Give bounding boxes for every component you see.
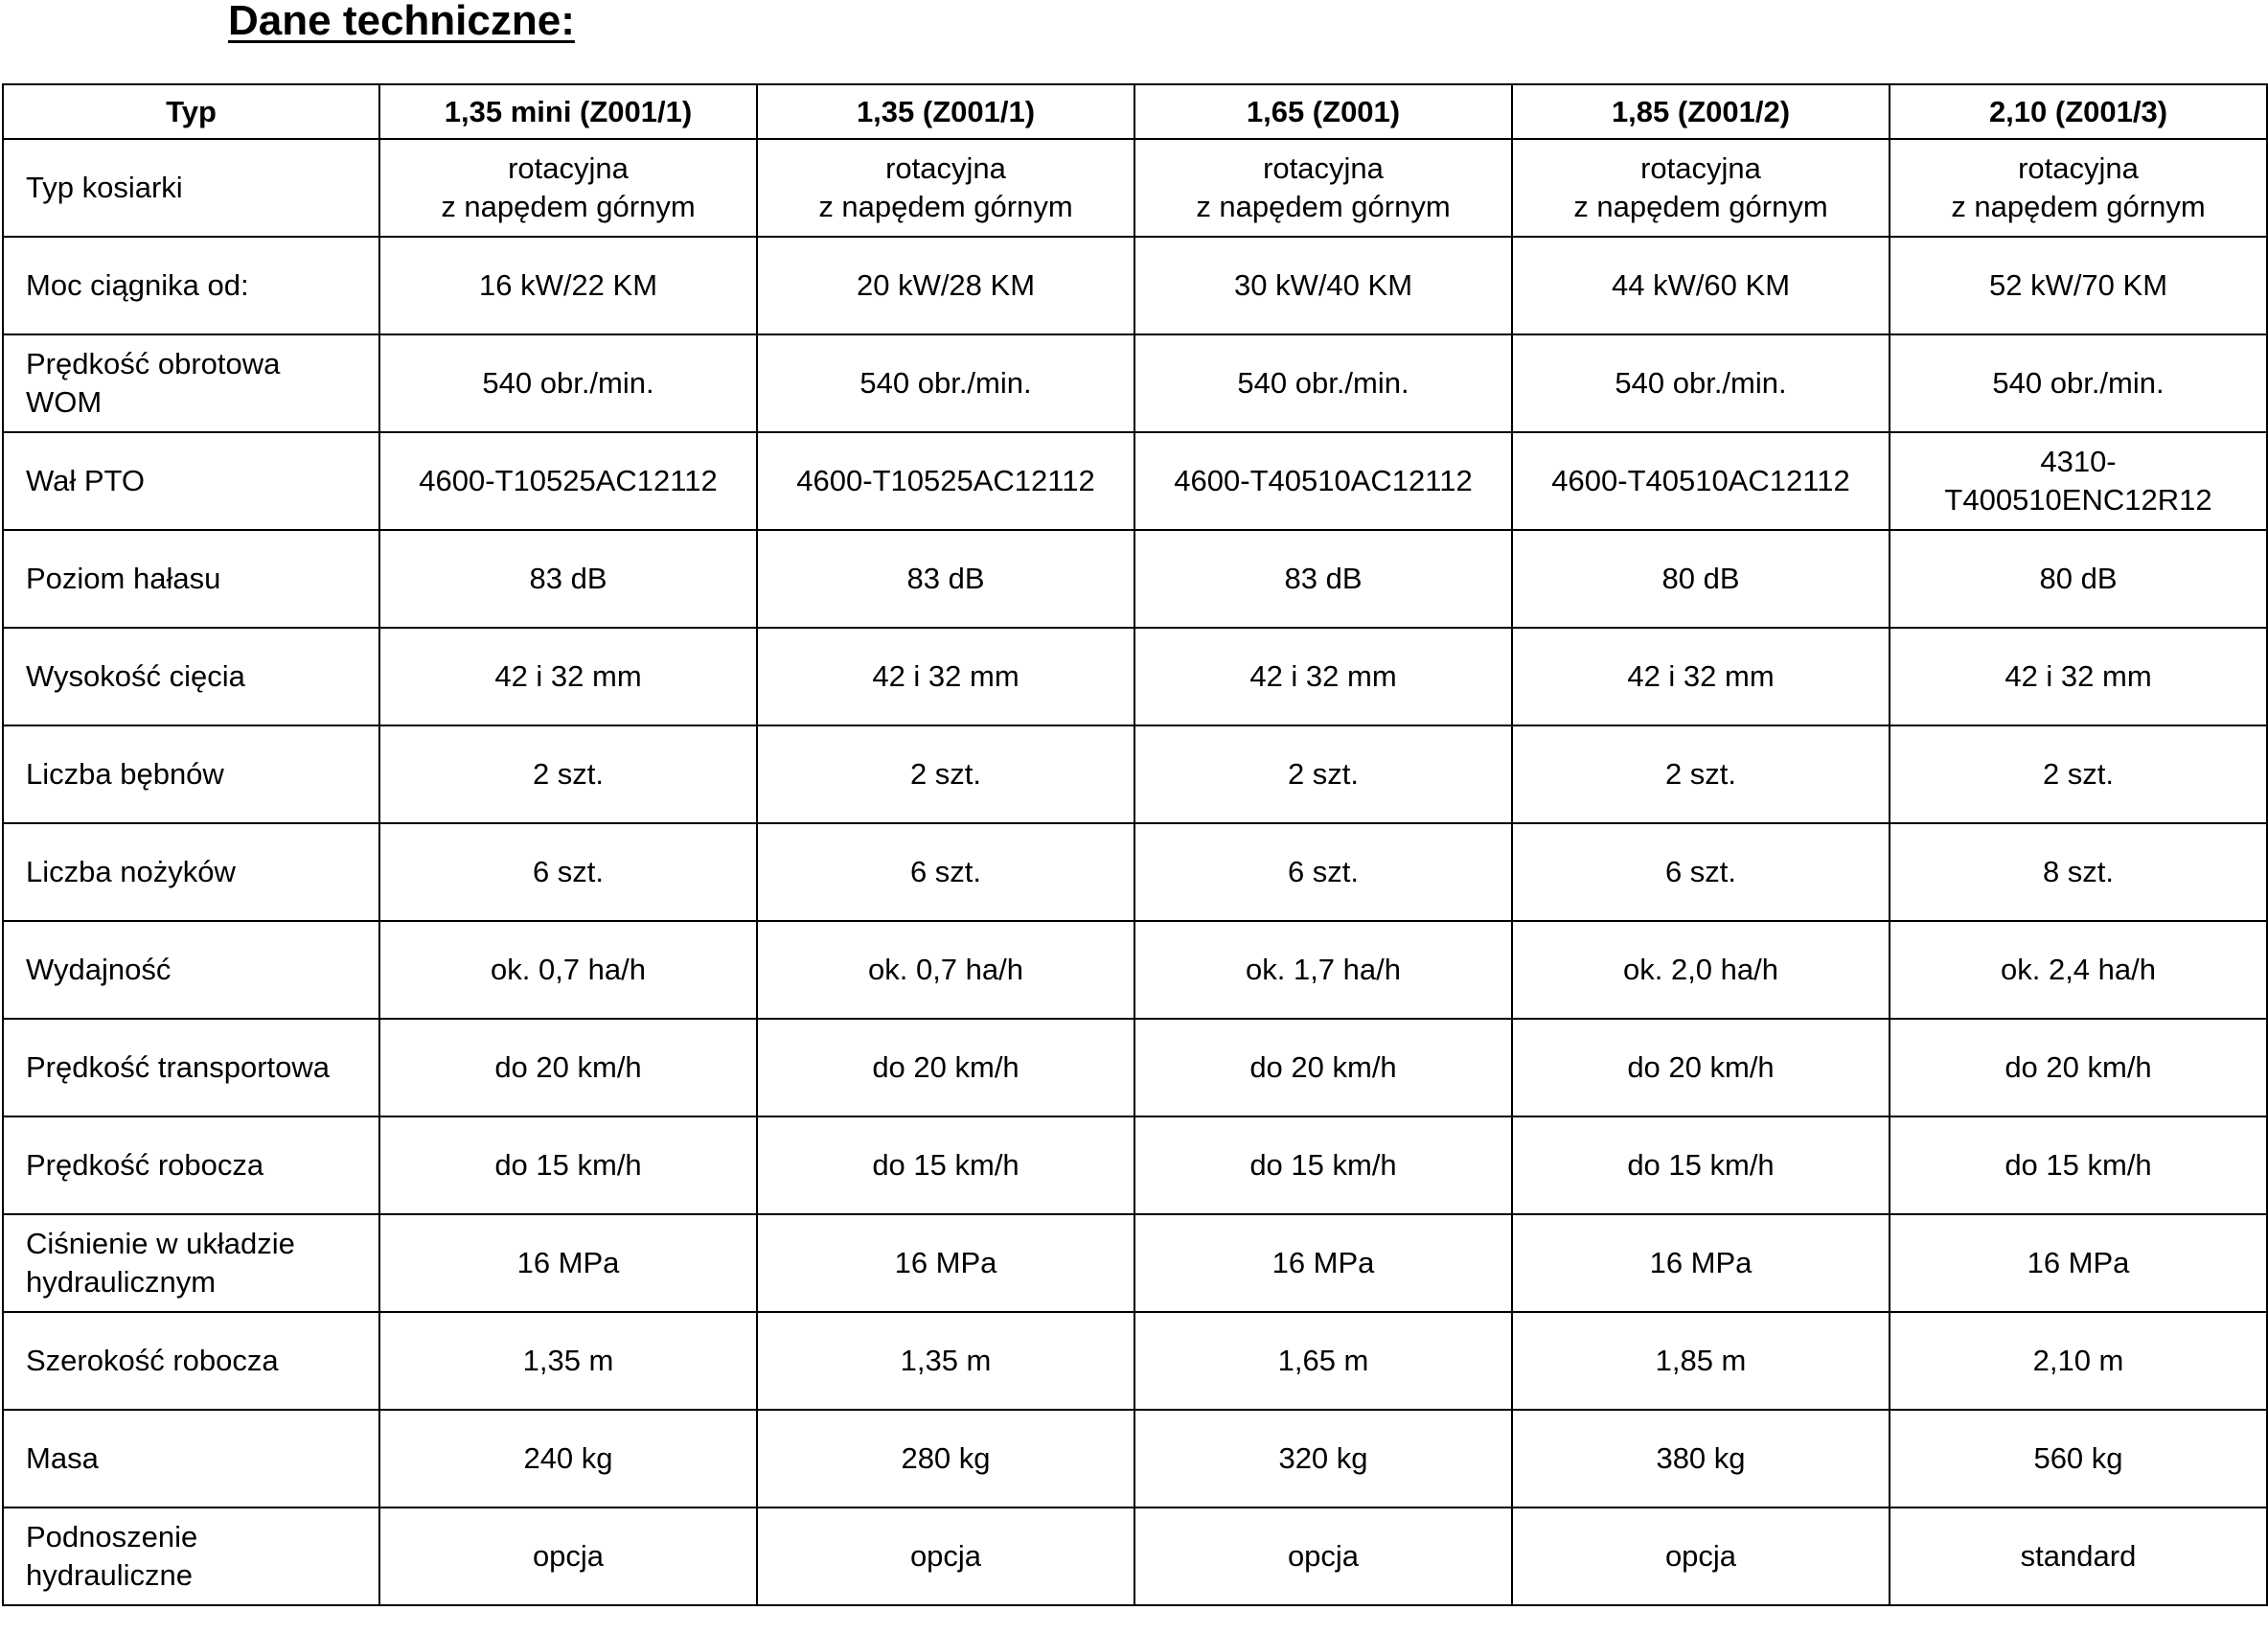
table-row: [3, 921, 2267, 1019]
table-cell: opcja: [1512, 1507, 1890, 1605]
row-label: Poziom hałasu: [3, 530, 379, 628]
table-cell: 2 szt.: [1890, 725, 2267, 823]
table-cell: 2 szt.: [1134, 725, 1512, 823]
header-cell-model: 1,35 (Z001/1): [757, 84, 1134, 139]
row-label: Podnoszenie hydrauliczne: [3, 1507, 379, 1605]
table-row: [3, 530, 2267, 628]
table-row: [3, 1312, 2267, 1410]
table-cell: 540 obr./min.: [1512, 334, 1890, 432]
row-label: Liczba nożyków: [3, 823, 379, 921]
table-cell: ok. 0,7 ha/h: [757, 921, 1134, 1019]
table-cell: opcja: [1134, 1507, 1512, 1605]
table-cell: 20 kW/28 KM: [757, 237, 1134, 334]
table-cell: 80 dB: [1512, 530, 1890, 628]
table-header: [3, 84, 2267, 139]
table-cell: 42 i 32 mm: [1890, 628, 2267, 725]
table-cell: 240 kg: [379, 1410, 757, 1507]
table-cell: do 15 km/h: [379, 1116, 757, 1214]
technical-data-table: [2, 83, 2268, 1606]
row-label: Ciśnienie w układzie hydraulicznym: [3, 1214, 379, 1312]
table-cell: 380 kg: [1512, 1410, 1890, 1507]
table-cell: 540 obr./min.: [379, 334, 757, 432]
table-row: [3, 1410, 2267, 1507]
table-cell: ok. 2,4 ha/h: [1890, 921, 2267, 1019]
table-row: [3, 725, 2267, 823]
header-cell-model: 2,10 (Z001/3): [1890, 84, 2267, 139]
table-cell: rotacyjna z napędem górnym: [1512, 139, 1890, 237]
row-label: Liczba bębnów: [3, 725, 379, 823]
table-cell: 4600-T10525AC12112: [757, 432, 1134, 530]
table-cell: ok. 2,0 ha/h: [1512, 921, 1890, 1019]
table-cell: 4600-T10525AC12112: [379, 432, 757, 530]
row-label: Prędkość obrotowa WOM: [3, 334, 379, 432]
table-cell: 4600-T40510AC12112: [1134, 432, 1512, 530]
row-label: Wał PTO: [3, 432, 379, 530]
header-cell-model: 1,65 (Z001): [1134, 84, 1512, 139]
table-cell: 16 MPa: [1890, 1214, 2267, 1312]
table-row: [3, 139, 2267, 237]
table-cell: 540 obr./min.: [757, 334, 1134, 432]
table-cell: do 15 km/h: [757, 1116, 1134, 1214]
table-cell: opcja: [379, 1507, 757, 1605]
table-cell: 16 MPa: [757, 1214, 1134, 1312]
row-label: Wydajność: [3, 921, 379, 1019]
row-label: Szerokość robocza: [3, 1312, 379, 1410]
table-row: [3, 237, 2267, 334]
table-cell: 80 dB: [1890, 530, 2267, 628]
table-cell: 16 MPa: [1512, 1214, 1890, 1312]
table-cell: 540 obr./min.: [1890, 334, 2267, 432]
table-cell: do 20 km/h: [1890, 1019, 2267, 1116]
table-cell: 4310-T400510ENC12R12: [1890, 432, 2267, 530]
table-cell: 16 kW/22 KM: [379, 237, 757, 334]
header-cell-type: Typ: [3, 84, 379, 139]
row-label: Masa: [3, 1410, 379, 1507]
table-cell: 560 kg: [1890, 1410, 2267, 1507]
table-cell: 320 kg: [1134, 1410, 1512, 1507]
table-cell: 6 szt.: [1134, 823, 1512, 921]
row-label: Moc ciągnika od:: [3, 237, 379, 334]
table-cell: 8 szt.: [1890, 823, 2267, 921]
table-row: [3, 1019, 2267, 1116]
table-cell: 1,35 m: [379, 1312, 757, 1410]
table-cell: 44 kW/60 KM: [1512, 237, 1890, 334]
header-cell-model: 1,85 (Z001/2): [1512, 84, 1890, 139]
page-title: Dane techniczne:: [228, 0, 575, 44]
table-cell: 2 szt.: [379, 725, 757, 823]
table-cell: 42 i 32 mm: [757, 628, 1134, 725]
table-cell: 83 dB: [379, 530, 757, 628]
table-cell: 1,85 m: [1512, 1312, 1890, 1410]
table-cell: 1,35 m: [757, 1312, 1134, 1410]
table-cell: 16 MPa: [1134, 1214, 1512, 1312]
table-cell: do 15 km/h: [1134, 1116, 1512, 1214]
table-cell: 540 obr./min.: [1134, 334, 1512, 432]
table-cell: 6 szt.: [379, 823, 757, 921]
table-cell: do 20 km/h: [757, 1019, 1134, 1116]
table-cell: do 20 km/h: [1512, 1019, 1890, 1116]
table-cell: do 15 km/h: [1512, 1116, 1890, 1214]
table-row: [3, 628, 2267, 725]
table-cell: 83 dB: [1134, 530, 1512, 628]
table-cell: 2 szt.: [1512, 725, 1890, 823]
header-cell-model: 1,35 mini (Z001/1): [379, 84, 757, 139]
table-cell: ok. 1,7 ha/h: [1134, 921, 1512, 1019]
table-body: [3, 139, 2267, 1605]
table-row: [3, 823, 2267, 921]
table-row: [3, 1214, 2267, 1312]
table-cell: 42 i 32 mm: [379, 628, 757, 725]
table-cell: 2,10 m: [1890, 1312, 2267, 1410]
table-cell: do 20 km/h: [379, 1019, 757, 1116]
table-cell: ok. 0,7 ha/h: [379, 921, 757, 1019]
table-cell: 16 MPa: [379, 1214, 757, 1312]
table-row: [3, 334, 2267, 432]
table-cell: 42 i 32 mm: [1512, 628, 1890, 725]
table-cell: rotacyjna z napędem górnym: [757, 139, 1134, 237]
table-cell: 42 i 32 mm: [1134, 628, 1512, 725]
table-cell: do 20 km/h: [1134, 1019, 1512, 1116]
table-cell: 52 kW/70 KM: [1890, 237, 2267, 334]
row-label: Typ kosiarki: [3, 139, 379, 237]
table-cell: 6 szt.: [757, 823, 1134, 921]
table-cell: 4600-T40510AC12112: [1512, 432, 1890, 530]
table-cell: 83 dB: [757, 530, 1134, 628]
table-cell: 30 kW/40 KM: [1134, 237, 1512, 334]
table-row: [3, 432, 2267, 530]
table-cell: standard: [1890, 1507, 2267, 1605]
table-cell: 6 szt.: [1512, 823, 1890, 921]
table-cell: do 15 km/h: [1890, 1116, 2267, 1214]
header-row: [3, 84, 2267, 139]
table-cell: rotacyjna z napędem górnym: [1134, 139, 1512, 237]
table-row: [3, 1507, 2267, 1605]
table-cell: rotacyjna z napędem górnym: [379, 139, 757, 237]
row-label: Prędkość robocza: [3, 1116, 379, 1214]
table-cell: rotacyjna z napędem górnym: [1890, 139, 2267, 237]
table-cell: 1,65 m: [1134, 1312, 1512, 1410]
row-label: Prędkość transportowa: [3, 1019, 379, 1116]
table-cell: 2 szt.: [757, 725, 1134, 823]
table-row: [3, 1116, 2267, 1214]
table-cell: 280 kg: [757, 1410, 1134, 1507]
table-cell: opcja: [757, 1507, 1134, 1605]
row-label: Wysokość cięcia: [3, 628, 379, 725]
